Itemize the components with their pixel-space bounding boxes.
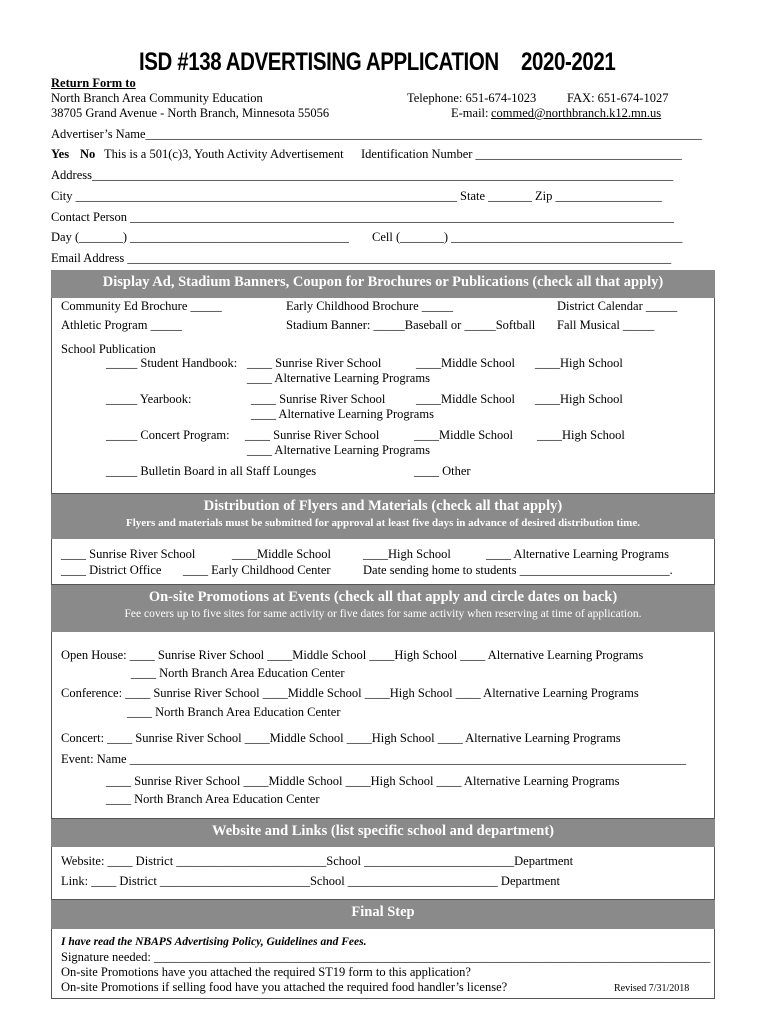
handbook-high-school[interactable]: ____High School xyxy=(535,356,623,370)
concert-high-school[interactable]: ____High School xyxy=(537,428,625,442)
email-label: E-mail: xyxy=(451,106,489,120)
yearbook-alt-learning[interactable]: ____ Alternative Learning Programs xyxy=(251,407,434,421)
event-nbaec[interactable]: ____ North Branch Area Education Center xyxy=(106,792,320,806)
flyers-district-office[interactable]: ____ District Office xyxy=(61,563,162,577)
email-link[interactable]: commed@northbranch.k12.mn.us xyxy=(491,106,662,120)
conference-nbaec[interactable]: ____ North Branch Area Education Center xyxy=(127,705,341,719)
no-option[interactable]: No xyxy=(80,147,96,161)
website-row[interactable]: Website: ____ District ________________________School ________________________Department xyxy=(61,854,574,868)
revised-date: Revised 7/31/2018 xyxy=(614,983,690,994)
handbook-alt-learning[interactable]: ____ Alternative Learning Programs xyxy=(247,371,430,385)
flyers-early-childhood[interactable]: ____ Early Childhood Center xyxy=(183,563,331,577)
policy-statement: I have read the NBAPS Advertising Policy, Guidelines and Fees. xyxy=(61,936,367,948)
concert-row[interactable]: Concert: ____ Sunrise River School ____Middle School ____High School ____ Alternative Learning Programs xyxy=(61,731,621,745)
nonprofit-statement: This is a 501(c)3, Youth Activity Advertisement xyxy=(104,147,344,161)
concert-alt-learning[interactable]: ____ Alternative Learning Programs xyxy=(247,443,430,457)
advertiser-name-field[interactable]: Advertiser’s Name_________________________________________________________________________________________ xyxy=(51,127,702,141)
flyers-heading-band xyxy=(51,494,715,539)
onsite-heading-band xyxy=(51,585,715,632)
athletic-program[interactable]: Athletic Program _____ xyxy=(61,318,182,332)
handbook-middle-school[interactable]: ____Middle School xyxy=(416,356,515,370)
day-phone-field[interactable]: Day (_______) ___________________________________ xyxy=(51,230,349,244)
signature-field[interactable]: Signature needed: _________________________________________________________________________________________ xyxy=(61,950,711,964)
community-ed-brochure[interactable]: Community Ed Brochure _____ xyxy=(61,299,222,313)
flyers-middle-school[interactable]: ____Middle School xyxy=(232,547,331,561)
concert-sunrise-river[interactable]: ____ Sunrise River School xyxy=(245,428,380,442)
early-childhood-brochure[interactable]: Early Childhood Brochure _____ xyxy=(286,299,453,313)
event-schools-row[interactable]: ____ Sunrise River School ____Middle School ____High School ____ Alternative Learning Programs xyxy=(106,774,620,788)
org-address: 38705 Grand Avenue - North Branch, Minnesota 55056 xyxy=(51,106,330,120)
onsite-heading: On-site Promotions at Events (check all that apply and circle dates on back) xyxy=(148,589,618,605)
org-name: North Branch Area Community Education xyxy=(51,91,263,105)
display-heading: Display Ad, Stadium Banners, Coupon for Brochures or Publications (check all that apply) xyxy=(102,274,664,290)
other-option[interactable]: ____ Other xyxy=(414,464,471,478)
link-row[interactable]: Link: ____ District ________________________School ________________________ Department xyxy=(61,874,560,888)
concert-program[interactable]: _____ Concert Program: xyxy=(106,428,230,442)
open-house-row[interactable]: Open House: ____ Sunrise River School ____Middle School ____High School ____ Alternative Learning Programs xyxy=(61,648,644,662)
website-heading: Website and Links (list specific school and department) xyxy=(212,823,554,839)
yes-option[interactable]: Yes xyxy=(51,147,70,161)
onsite-subheading: Fee covers up to five sites for same activity or five dates for same activity when reserving at time of application. xyxy=(124,608,642,620)
page-title: ISD #138 ADVERTISING APPLICATION xyxy=(139,48,499,76)
open-house-nbaec[interactable]: ____ North Branch Area Education Center xyxy=(131,666,345,680)
conference-row[interactable]: Conference: ____ Sunrise River School ____Middle School ____High School ____ Alternative Learning Programs xyxy=(61,686,639,700)
concert-middle-school[interactable]: ____Middle School xyxy=(414,428,513,442)
flyers-heading: Distribution of Flyers and Materials (check all that apply) xyxy=(203,498,563,514)
yearbook-sunrise-river[interactable]: ____ Sunrise River School xyxy=(251,392,386,406)
identification-number-field[interactable]: Identification Number _________________________________ xyxy=(361,147,682,161)
fax: FAX: 651-674-1027 xyxy=(567,91,669,105)
event-name-field[interactable]: Event: Name _________________________________________________________________________________________ xyxy=(61,752,686,766)
address-field[interactable]: Address_____________________________________________________________________________________________ xyxy=(51,168,674,182)
bulletin-board[interactable]: _____ Bulletin Board in all Staff Lounges xyxy=(106,464,317,478)
email-address-field[interactable]: Email Address _______________________________________________________________________________________ xyxy=(51,251,672,265)
flyers-high-school[interactable]: ____High School xyxy=(363,547,451,561)
final-heading: Final Step xyxy=(351,904,415,920)
cell-phone-field[interactable]: Cell (_______) _____________________________________ xyxy=(372,230,683,244)
st19-question: On-site Promotions have you attached the required ST19 form to this application? xyxy=(61,965,471,979)
return-label: Return Form to xyxy=(51,76,136,90)
yearbook-high-school[interactable]: ____High School xyxy=(535,392,623,406)
yearbook-middle-school[interactable]: ____Middle School xyxy=(416,392,515,406)
city-state-zip-field[interactable]: City _____________________________________________________________ State _______ Zip _________________ xyxy=(51,189,662,203)
fall-musical[interactable]: Fall Musical _____ xyxy=(557,318,655,332)
final-heading-band xyxy=(51,900,715,929)
flyers-subheading: Flyers and materials must be submitted for approval at least five days in advance of desired distribution time. xyxy=(126,517,640,529)
yearbook[interactable]: _____ Yearbook: xyxy=(106,392,192,406)
flyers-alt-learning[interactable]: ____ Alternative Learning Programs xyxy=(486,547,669,561)
food-license-question: On-site Promotions if selling food have you attached the required food handler’s license? xyxy=(61,980,508,994)
flyers-sunrise-river[interactable]: ____ Sunrise River School xyxy=(61,547,196,561)
student-handbook[interactable]: _____ Student Handbook: xyxy=(106,356,238,370)
school-publication-label: School Publication xyxy=(61,342,156,356)
contact-person-field[interactable]: Contact Person _______________________________________________________________________________________ xyxy=(51,210,674,224)
website-heading-band xyxy=(51,819,715,847)
school-year: 2020-2021 xyxy=(521,48,616,76)
stadium-banner[interactable]: Stadium Banner: _____Baseball or _____Softball xyxy=(286,318,536,332)
handbook-sunrise-river[interactable]: ____ Sunrise River School xyxy=(247,356,382,370)
flyers-date-field[interactable]: Date sending home to students ________________________. xyxy=(363,563,673,577)
district-calendar[interactable]: District Calendar _____ xyxy=(557,299,678,313)
display-heading-band xyxy=(51,270,715,298)
telephone: Telephone: 651-674-1023 xyxy=(407,91,537,105)
